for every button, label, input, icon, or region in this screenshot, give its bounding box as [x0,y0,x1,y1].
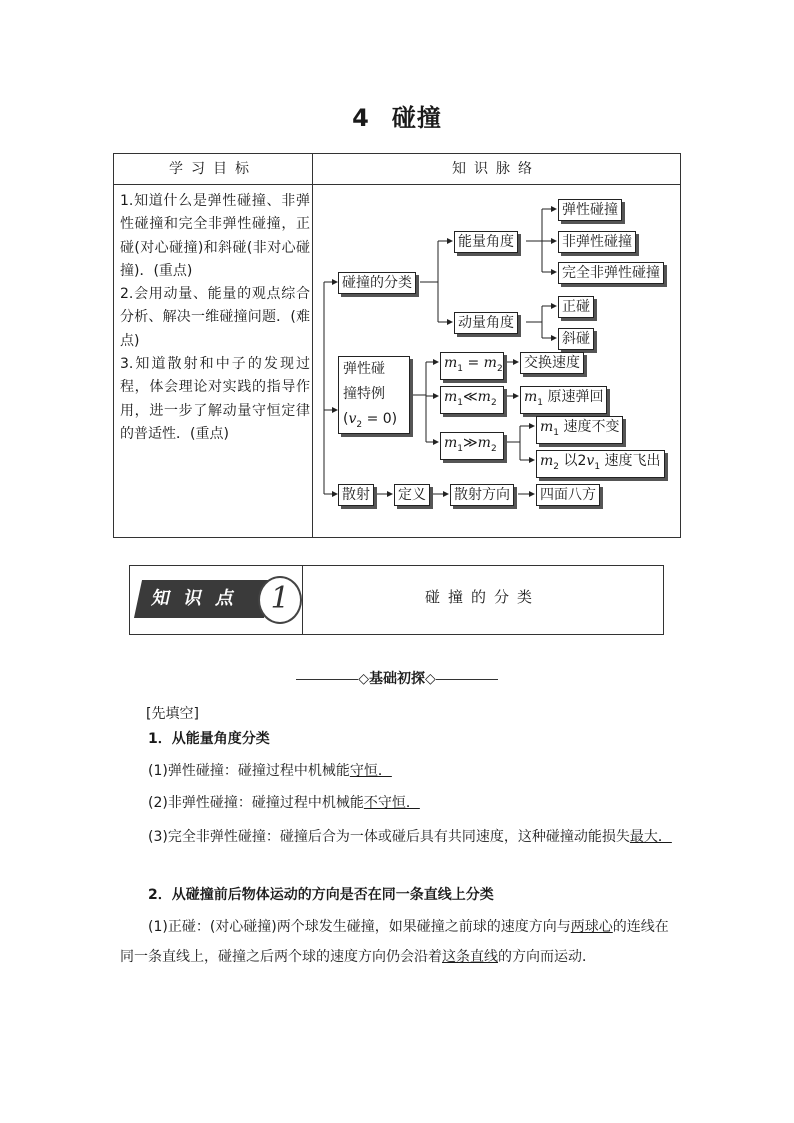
special-cond: = 0) [366,411,398,427]
node-scatter-direction: 散射方向 [450,484,514,506]
fly-num: 2 [577,453,587,469]
fly-text: 速度飞出 [604,453,661,469]
section-number: 4 [352,104,370,132]
fill-label: [先填空] [146,706,199,722]
special-line-3: $(v_2 = 0)$ [343,411,398,430]
rule-left [296,679,358,680]
node-oblique: 斜碰 [558,328,594,350]
goal-item: 2.会用动量、能量的观点综合分析、解决一维碰撞问题．(难点) [120,286,310,349]
node-fly-out: $m_2$ 以$2v_1$ 速度飞出 [536,450,665,478]
p-e: 的方向而运动． [498,949,596,965]
special-line-2: 撞特例 [343,386,385,402]
node-all-directions: 四面八方 [536,484,600,506]
kp-badge-area [130,566,303,634]
header-learning-goals: 学习目标 [169,161,257,177]
line-inelastic [148,792,704,814]
node-elastic-special [338,356,410,434]
goal-item: 3.知道散射和中子的发现过程，体会理论对实践的指导作用，进一步了解动量守恒定律的普适性．(重点) [120,356,310,442]
header-knowledge-map: 知识脉络 [452,161,540,177]
node-scatter: 散射 [338,484,374,506]
node-m1-eq-m2: $m_1 = m_2$ [440,352,504,380]
rule-right [436,679,498,680]
node-elastic: 弹性碰撞 [558,199,622,221]
node-definition: 定义 [394,484,430,506]
p-b: 两球心 [570,919,613,935]
l3-answer: 最大． [629,829,672,845]
table-header [114,154,680,185]
section-heading: ◇基础初探◇ [0,668,794,688]
p-d: 这条直线 [442,949,498,965]
bounce-text: 原速弹回 [547,389,604,405]
l1-answer: 守恒． [349,763,392,779]
kp-badge: 知识点 [134,580,272,618]
l1-text: (1)弹性碰撞：碰撞过程中机械能 [148,763,350,779]
node-velocity-unchanged: $m_1$ 速度不变 [536,416,623,444]
node-swap-velocity: 交换速度 [520,352,584,374]
learning-goals [120,190,310,446]
node-head-on: 正碰 [558,296,594,318]
node-collision-classify: 碰撞的分类 [338,272,416,294]
special-line-1: 弹性碰 [343,361,385,377]
node-m1-ll-m2: $m_1≪m_2$ [440,386,504,414]
heading-energy: 1．从能量角度分类 [148,731,270,747]
heading-direction: 2．从碰撞前后物体运动的方向是否在同一条直线上分类 [148,887,494,903]
knowledge-point-banner [129,565,664,635]
gg-sign: ≫ [463,435,478,451]
node-m1-gg-m2: $m_1≫m_2$ [440,432,504,460]
kp-topic: 碰撞的分类 [424,588,540,606]
line-elastic [148,760,704,782]
fly-prefix: 以 [563,453,578,469]
node-momentum-angle: 动量角度 [454,312,518,334]
p-a: (1)正碰：(对心碰撞)两个球发生碰撞，如果碰撞之前球的速度方向与 [148,919,571,935]
page-title [0,98,794,133]
kp-number: 1 [258,576,302,624]
goal-item: 1.知道什么是弹性碰撞、非弹性碰撞和完全非弹性碰撞，正碰(对心碰撞)和斜碰(非对心碰撞)．(重点) [120,193,310,279]
l2-text: (2)非弹性碰撞：碰撞过程中机械能 [148,795,364,811]
node-bounce-back: $m_1$ 原速弹回 [520,386,607,414]
node-perfect-inelastic: 完全非弹性碰撞 [558,262,664,284]
eq-sign: = [467,355,480,371]
ll-sign: ≪ [463,389,478,405]
p-c: 的连线在同一条直线上，碰撞之后两个球的速度方向仍会沿着 [120,919,669,965]
node-inelastic: 非弹性碰撞 [558,231,636,253]
unchanged-text: 速度不变 [563,419,620,435]
section-title: 基础初探 [369,671,425,687]
title-text: 碰撞 [391,104,442,132]
line-perfect [120,822,676,852]
paragraph-head-on [120,912,676,972]
l2-answer: 不守恒． [363,795,420,811]
node-energy-angle: 能量角度 [454,231,518,253]
l3-text: (3)完全非弹性碰撞：碰撞后合为一体或碰后具有共同速度，这种碰撞动能损失 [148,829,630,845]
